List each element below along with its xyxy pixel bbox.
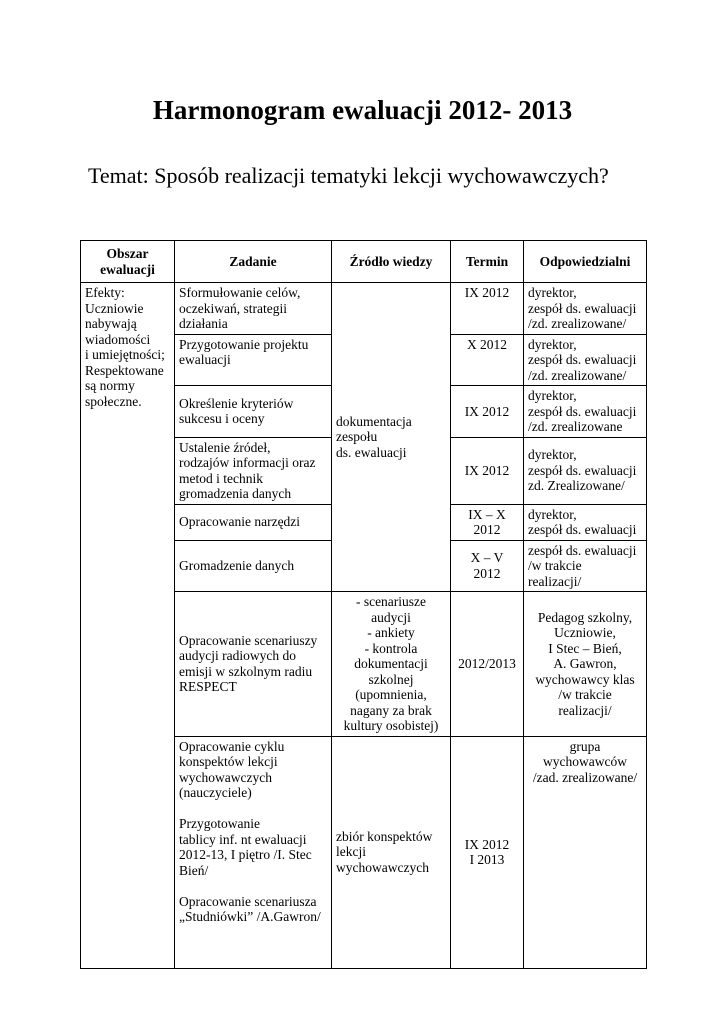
odpowiedzialni-cell: dyrektor, zespół ds. ewaluacji [524,504,647,540]
table-row [81,283,647,335]
termin-cell: IX 2012 I 2013 [451,736,524,968]
obszar-cell: Efekty: Uczniowie nabywają wiadomości i umiejętności; Respektowane są normy społeczne. [81,283,175,969]
document-title: Harmonogram ewaluacji 2012- 2013 [152,95,573,125]
table-header-row [81,241,647,283]
zrodlo-cell: - scenariusze audycji - ankiety - kontrola dokumentacji szkolnej (upomnienia, nagany za brak kultury osobistej) [332,592,451,737]
odpowiedzialni-cell: dyrektor, zespół ds. ewaluacji /zd. zrealizowane/ [524,283,647,335]
termin-cell: IX 2012 [451,386,524,438]
odpowiedzialni-cell: dyrektor, zespół ds. ewaluacji zd. Zrealizowane/ [524,437,647,504]
header-zadanie: Zadanie [175,241,332,283]
document-subtitle: Temat: Sposób realizacji tematyki lekcji wychowawczych? [88,163,609,188]
zadanie-cell: Przygotowanie projektu ewaluacji [175,334,332,386]
zrodlo-cell: zbiór konspektów lekcji wychowawczych [332,736,451,968]
header-obszar: Obszar ewaluacji [81,241,175,283]
termin-cell: IX 2012 [451,437,524,504]
header-termin: Termin [451,241,524,283]
header-odpowiedzialni: Odpowiedzialni [524,241,647,283]
zadanie-cell: Opracowanie narzędzi [175,504,332,540]
termin-cell: X 2012 [451,334,524,386]
odpowiedzialni-cell: Pedagog szkolny, Uczniowie, I Stec – Bień, A. Gawron, wychowawcy klas /w trakcie realizacji/ [524,592,647,737]
termin-cell: 2012/2013 [451,592,524,737]
evaluation-schedule-table [80,240,647,969]
termin-cell: IX 2012 [451,283,524,335]
zadanie-cell: Określenie kryteriów sukcesu i oceny [175,386,332,438]
zadanie-cell: Ustalenie źródeł, rodzajów informacji oraz metod i technik gromadzenia danych [175,437,332,504]
header-zrodlo: Źródło wiedzy [332,241,451,283]
odpowiedzialni-cell: grupa wychowawców /zad. zrealizowane/ [524,736,647,968]
zadanie-cell: Opracowanie scenariuszy audycji radiowych do emisji w szkolnym radiu RESPECT [175,592,332,737]
zadanie-cell: Gromadzenie danych [175,540,332,592]
odpowiedzialni-cell: dyrektor, zespół ds. ewaluacji /zd. zrealizowane [524,386,647,438]
termin-cell: IX – X 2012 [451,504,524,540]
odpowiedzialni-cell: zespół ds. ewaluacji /w trakcie realizacji/ [524,540,647,592]
zadanie-cell: Sformułowanie celów, oczekiwań, strategii działania [175,283,332,335]
zadanie-cell: Opracowanie cyklu konspektów lekcji wychowawczych (nauczyciele) Przygotowanie tablicy inf. nt ewaluacji 2012-13, I piętro /I. Stec Bień/ Opracowanie scenariusza „Studniówki” /A.Gawron/ [175,736,332,968]
odpowiedzialni-cell: dyrektor, zespół ds. ewaluacji /zd. zrealizowane/ [524,334,647,386]
termin-cell: X – V 2012 [451,540,524,592]
zrodlo-cell: dokumentacja zespołu ds. ewaluacji [332,283,451,592]
